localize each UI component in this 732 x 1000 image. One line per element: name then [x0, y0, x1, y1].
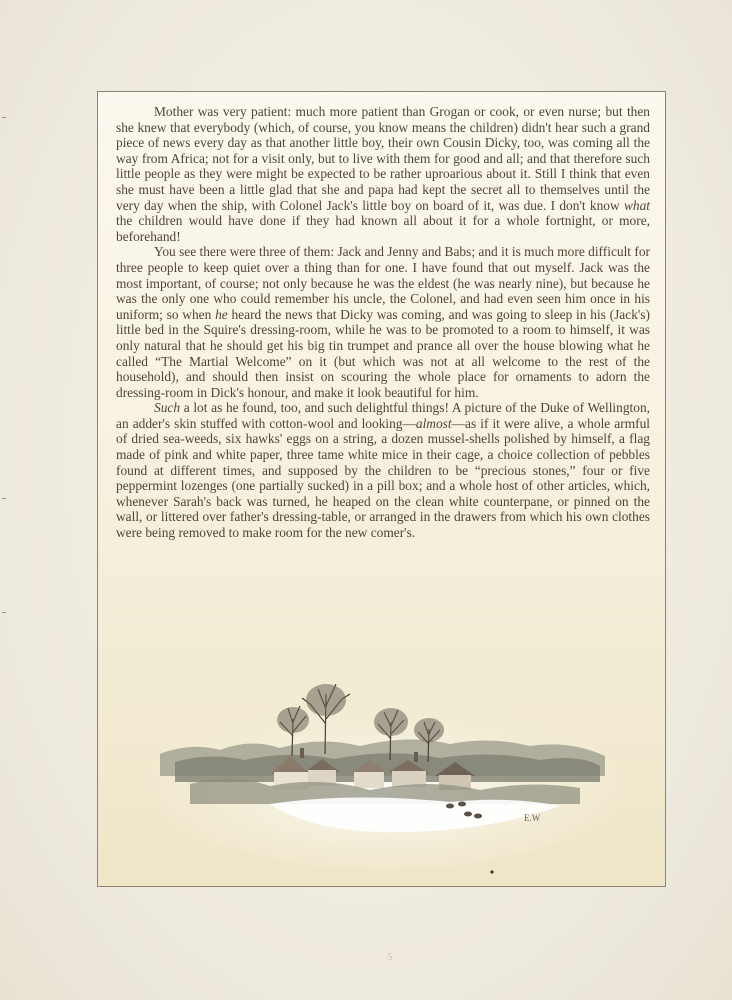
- village-vignette-illustration: [150, 664, 620, 879]
- illustration-signature: E.W: [524, 813, 541, 823]
- italic-text: he: [215, 306, 228, 322]
- page-number: 5: [387, 952, 393, 963]
- margin-mark: [2, 117, 6, 118]
- italic-text: what: [623, 197, 650, 213]
- story-text: [116, 104, 650, 541]
- text-run: You see there were three of them: Jack and Jenny and Babs; and it is much more difficult for three people to keep quiet over a thing than for one. I have found that out myself. Jack was the most important, of course; not only because he was the eldest (he was nearly nine), but because he was the only one who could remember his uncle, the Colonel, and had even seen him once in his uniform; so when: [116, 244, 650, 322]
- italic-text: almost: [415, 415, 452, 431]
- italic-text: Such: [154, 400, 181, 416]
- text-run: —as if it were alive, a whole armful of dried sea-weeds, six hawks' eggs on a string, a dozen mussel-shells polished by himself, a flag made of pink and white paper, three tame white mice in their cage, a choice collection of pebbles found at different times, and supposed by the children to be “precious stones,” four or five peppermint lozenges (one partially sucked) in a pill box; and a whole host of other articles, which, whenever Sarah's back was turned, he heaped on the clean white counterpane, or pinned on the wall, or littered over father's dressing-table, or arranged in the drawers from which his own clothes were being removed to make room for the new comer's.: [116, 415, 650, 541]
- paragraph: [116, 400, 650, 540]
- paragraph: [116, 104, 650, 244]
- text-run: heard the news that Dicky was coming, and was going to sleep in his (Jack's) little bed in the Squire's dressing-room, while he was to be promoted to a room to himself, it was only natural that he should get his big tin trumpet and prance all over the house blowing what he called “The Martial Welcome” on it (but which was not at all welcome to the rest of the household), and should then insist on scouring the whole place for ornaments to adorn the dressing-room in Dick's honour, and make it look beautiful for him.: [116, 306, 650, 400]
- paragraph: [116, 244, 650, 400]
- margin-mark: [2, 498, 6, 499]
- text-run: a lot as he found, too, and such delightful things! A picture of the Duke of Wellington, an adder's skin stuffed with cotton-wool and looking—: [116, 400, 650, 431]
- text-run: Mother was very patient: much more patient than Grogan or cook, or even nurse; but then she knew that everybody (which, of course, you know means the children) didn't hear such a grand piece of news every day as that another little boy, their own Cousin Dicky, too, was coming all the way from Africa; not for a visit only, but to live with them for good and all; and that therefore such little people as they were might be expected to be rather uproarious about it. Still I think that even she must have been a little glad that she and papa had kept the secret all to themselves until the very day when the ship, with Colonel Jack's little boy on board of it, was due. I don't know: [116, 104, 650, 213]
- margin-mark: [2, 612, 6, 613]
- text-run: the children would have done if they had known all about it for a whole fortnight, or more, beforehand!: [116, 213, 650, 244]
